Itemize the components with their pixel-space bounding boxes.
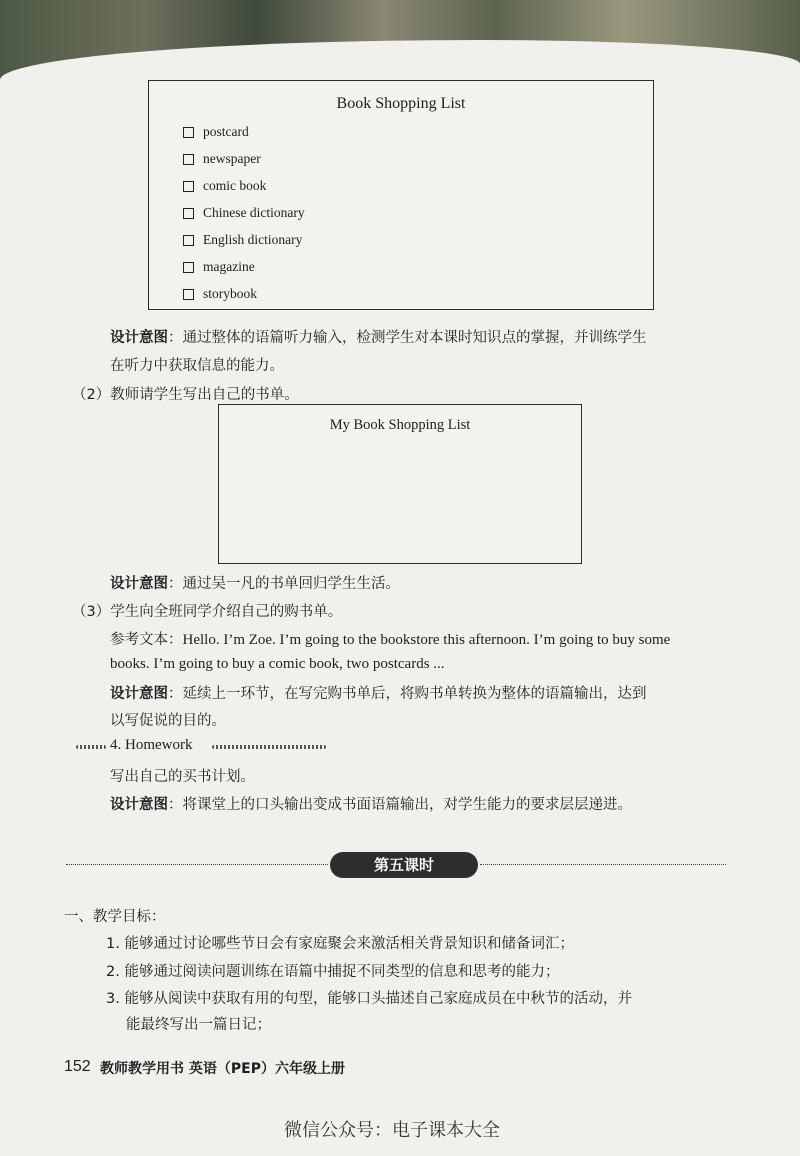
page-number: 152 [64,1058,91,1075]
design-intent-1-line2: 在听力中获取信息的能力。 [110,358,284,374]
checkbox-icon [183,154,194,165]
objective-item: 2. 能够通过阅读问题训练在语篇中捕捉不同类型的信息和思考的能力； [106,964,560,980]
design-intent-3-line2: 以写促说的目的。 [110,713,226,729]
list-item: storybook [183,286,257,302]
reference-text-line1: 参考文本：Hello. I’m Zoe. I’m going to the bookstore this afternoon. I’m going to buy some [110,632,671,648]
wavy-rule-right [212,745,326,749]
lesson-badge: 第五课时 [330,852,478,878]
step-2: （2）教师请学生写出自己的书单。 [72,387,299,403]
checkbox-icon [183,181,194,192]
checkbox-icon [183,208,194,219]
homework-task: 写出自己的买书计划。 [110,769,255,785]
book-shopping-list-box [148,80,654,310]
design-intent-3-line1: 设计意图：延续上一环节，在写完购书单后，将购书单转换为整体的语篇输出，达到 [110,686,647,702]
list-item: magazine [183,259,255,275]
checkbox-icon [183,127,194,138]
list-item: Chinese dictionary [183,205,305,221]
objective-item: 3. 能够从阅读中获取有用的句型，能够口头描述自己家庭成员在中秋节的活动，并 [106,991,632,1007]
list-item: newspaper [183,151,261,167]
watermark: 微信公众号：电子课本大全 [284,1120,500,1141]
my-book-shopping-list-box [218,404,582,564]
box-title: My Book Shopping List [329,417,471,433]
divider-right [480,864,726,865]
checkbox-icon [183,262,194,273]
homework-heading: 4. Homework [110,737,193,753]
design-intent-2: 设计意图：通过吴一凡的书单回归学生生活。 [110,576,400,592]
checkbox-icon [183,235,194,246]
homework-design-intent: 设计意图：将课堂上的口头输出变成书面语篇输出，对学生能力的要求层层递进。 [110,797,632,813]
checkbox-icon [183,289,194,300]
objective-item: 1. 能够通过讨论哪些节日会有家庭聚会来激活相关背景知识和储备词汇； [106,936,574,952]
reference-text-line2: books. I’m going to buy a comic book, two postcards ... [110,656,445,672]
objectives-heading: 一、教学目标： [64,909,166,925]
divider-left [66,864,328,865]
list-item: English dictionary [183,232,302,248]
list-item: comic book [183,178,266,194]
design-intent-1-line1: 设计意图：通过整体的语篇听力输入，检测学生对本课时知识点的掌握，并训练学生 [110,330,647,346]
book-title-footer: 教师教学用书 英语（PEP）六年级上册 [100,1061,345,1077]
box-title: Book Shopping List [336,95,466,112]
list-item: postcard [183,124,249,140]
wavy-rule-left [76,745,106,749]
objective-item-cont: 能最终写出一篇日记； [126,1017,271,1033]
step-3: （3）学生向全班同学介绍自己的购书单。 [72,604,343,620]
